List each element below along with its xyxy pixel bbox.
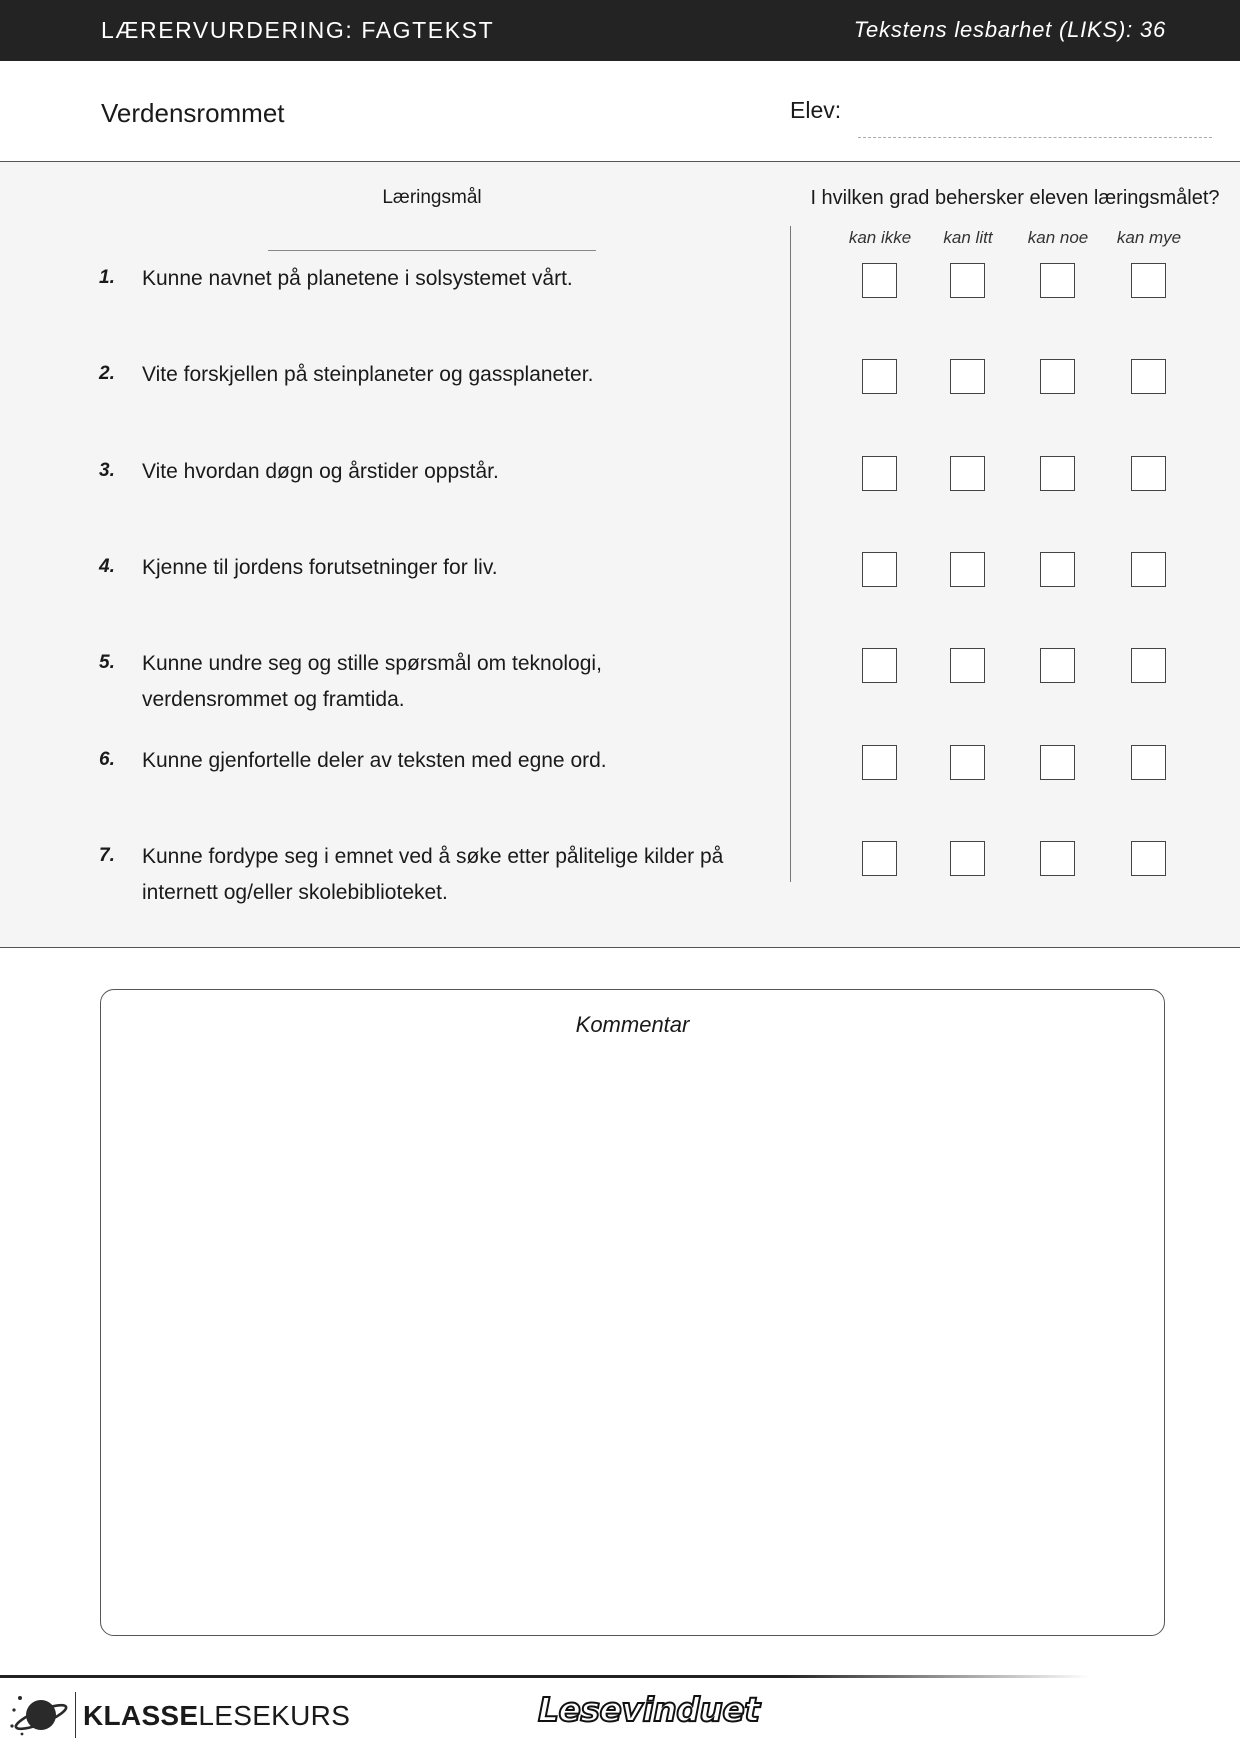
checkbox-goal6-kan-ikke[interactable]: [862, 745, 897, 780]
checkbox-goal6-kan-noe[interactable]: [1040, 745, 1075, 780]
goal-number: 5.: [99, 652, 115, 673]
goal-text: Kunne fordype seg i emnet ved å søke etter pålitelige kilder på internett og/eller skolebiblioteket.: [142, 845, 724, 904]
checkbox-goal3-kan-ikke[interactable]: [862, 456, 897, 491]
checkbox-goal3-kan-litt[interactable]: [950, 456, 985, 491]
brand-separator: [75, 1692, 76, 1738]
comment-label: Kommentar: [575, 1012, 690, 1037]
student-name-field[interactable]: [858, 137, 1212, 138]
checkbox-goal2-kan-noe[interactable]: [1040, 359, 1075, 394]
text-title: Verdensrommet: [101, 98, 285, 128]
checkbox-goal4-kan-ikke[interactable]: [862, 552, 897, 587]
checkbox-goal6-kan-mye[interactable]: [1131, 745, 1166, 780]
checkbox-goal5-kan-litt[interactable]: [950, 648, 985, 683]
checkbox-goal2-kan-ikke[interactable]: [862, 359, 897, 394]
readability-score: Tekstens lesbarhet (LIKS): 36: [853, 17, 1166, 42]
scale-label-kan-ikke: kan ikke: [848, 228, 912, 247]
goal-number: 7.: [99, 845, 115, 866]
checkbox-goal1-kan-ikke[interactable]: [862, 263, 897, 298]
goal-text: Kunne gjenfortelle deler av teksten med egne ord.: [142, 749, 607, 772]
student-label: Elev:: [790, 97, 842, 123]
checkbox-goal6-kan-litt[interactable]: [950, 745, 985, 780]
goal-text: Kjenne til jordens forutsetninger for liv.: [142, 556, 498, 579]
scale-label-kan-litt: kan litt: [943, 228, 993, 247]
goal-number: 2.: [99, 363, 115, 384]
scale-label-kan-noe: kan noe: [1027, 228, 1089, 247]
goal-number: 3.: [99, 460, 115, 481]
brand-light: LESEKURS: [198, 1700, 351, 1731]
checkbox-goal3-kan-noe[interactable]: [1040, 456, 1075, 491]
checkbox-goal1-kan-noe[interactable]: [1040, 263, 1075, 298]
checkbox-goal4-kan-mye[interactable]: [1131, 552, 1166, 587]
learning-goals-table: [0, 162, 1240, 948]
footer-divider: [0, 1675, 1090, 1678]
checkbox-goal4-kan-litt[interactable]: [950, 552, 985, 587]
top-bar: [0, 0, 1240, 61]
checkbox-goal1-kan-mye[interactable]: [1131, 263, 1166, 298]
checkbox-goal3-kan-mye[interactable]: [1131, 456, 1166, 491]
lesevinduet-logo: Lesevinduet: [538, 1690, 760, 1729]
checkbox-goal1-kan-litt[interactable]: [950, 263, 985, 298]
checkbox-goal7-kan-litt[interactable]: [950, 841, 985, 876]
goal-number: 1.: [99, 267, 115, 288]
planet-icon: [8, 1688, 70, 1742]
goal-text: Kunne undre seg og stille spørsmål om teknologi, verdensrommet og framtida.: [142, 652, 602, 711]
checkbox-goal5-kan-ikke[interactable]: [862, 648, 897, 683]
info-section: [0, 61, 1240, 162]
document-title: LÆRERVURDERING: FAGTEKST: [101, 17, 495, 43]
brand-logo: [83, 1700, 350, 1732]
grade-heading: I hvilken grad behersker eleven læringsmålet?: [810, 187, 1220, 209]
brand-bold: KLASSE: [83, 1700, 199, 1731]
checkbox-goal2-kan-litt[interactable]: [950, 359, 985, 394]
goal-text: Vite forskjellen på steinplaneter og gassplaneter.: [142, 363, 594, 386]
checkbox-goal5-kan-mye[interactable]: [1131, 648, 1166, 683]
checkbox-goal7-kan-ikke[interactable]: [862, 841, 897, 876]
goal-number: 6.: [99, 749, 115, 770]
checkbox-goal7-kan-noe[interactable]: [1040, 841, 1075, 876]
checkbox-goal2-kan-mye[interactable]: [1131, 359, 1166, 394]
scale-label-kan-mye: kan mye: [1116, 228, 1182, 247]
checkbox-goal4-kan-noe[interactable]: [1040, 552, 1075, 587]
checkbox-goal7-kan-mye[interactable]: [1131, 841, 1166, 876]
checkbox-goal5-kan-noe[interactable]: [1040, 648, 1075, 683]
goals-heading: Læringsmål: [268, 187, 596, 251]
column-divider: [790, 226, 791, 882]
comment-box[interactable]: [100, 989, 1165, 1636]
goal-text: Kunne navnet på planetene i solsystemet vårt.: [142, 267, 573, 290]
goal-text: Vite hvordan døgn og årstider oppstår.: [142, 460, 499, 483]
goal-number: 4.: [99, 556, 115, 577]
